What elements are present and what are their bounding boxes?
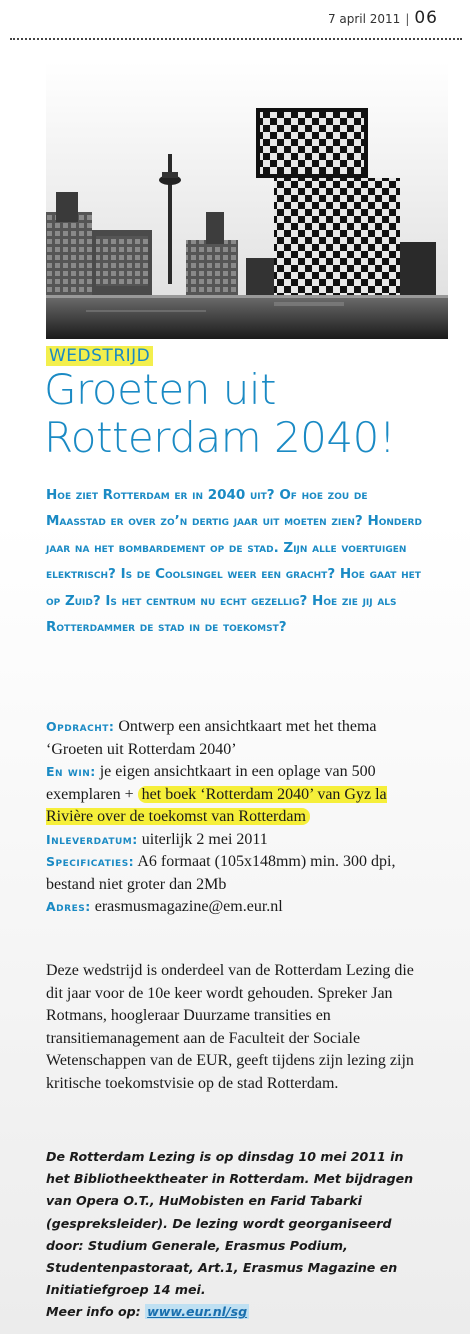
event-info — [46, 1146, 430, 1324]
adres-email[interactable]: erasmusmagazine@em.eur.nl — [94, 898, 283, 915]
title-line-1: Groeten uit — [44, 365, 276, 414]
opdracht-text: Ontwerp een ansichtkaart met het thema ‘Groeten uit Rotterdam 2040’ — [46, 718, 377, 758]
dotted-divider — [10, 38, 462, 40]
specificaties-label: Specificaties: — [46, 854, 135, 869]
inleverdatum-text: uiterlijk 2 mei 2011 — [141, 830, 268, 848]
adres-label: Adres: — [46, 899, 91, 914]
section-kicker: WEDSTRIJD — [46, 346, 153, 366]
contest-details — [46, 716, 426, 919]
rotterdam-skyline-photo — [46, 62, 448, 339]
header-separator: | — [405, 12, 410, 26]
prize-highlight: het boek ‘Rotterdam 2040’ van Gyz la Rivière over de toekomst van Rotterdam — [46, 785, 387, 825]
specificaties-text: A6 formaat (105x148mm) min. 300 dpi, bestand niet groter dan 2Mb — [46, 853, 396, 893]
inleverdatum-label: Inleverdatum: — [46, 831, 138, 847]
issue-date: 7 april 2011 — [327, 12, 401, 26]
title-line-2: Rotterdam 2040! — [44, 413, 396, 462]
article-title — [44, 366, 464, 462]
opdracht-label: Opdracht: — [46, 719, 115, 734]
article-intro: Hoe ziet Rotterdam er in 2040 uit? Of hoe zou de Maasstad er over zo’n dertig jaar uit moeten zien? Honderd jaar na het bombardement op de stad. Zijn alle voertuigen elektrisch? Is de Coolsingel weer een gracht? Hoe gaat het op Zuid? Is het centrum nu echt gezellig? Hoe zie jij als Rotterdammer de stad in de toekomst? — [46, 487, 422, 636]
page-header — [328, 8, 438, 28]
article-body: Deze wedstrijd is onderdeel van de Rotterdam Lezing die dit jaar voor de 10e keer wordt gehouden. Spreker Jan Rotmans, hoogleraar Duurzame transities en transitiemanagement aan de Faculteit der Sociale Wetenschappen van de EUR, geeft tijdens zijn lezing zijn kritische toekomstvisie op de stad Rotterdam. — [46, 962, 414, 1092]
page-number: 06 — [414, 8, 438, 28]
event-info-text: De Rotterdam Lezing is op dinsdag 10 mei 2011 in het Bibliotheektheater in Rotterdam. Met bijdragen van Opera O.T., HuMobisten en Farid Tabarki (gespreksleider). De lezing wordt georganiseerd door: Studium Generale, Erasmus Podium, Studentenpastoraat, Art.1, Erasmus Magazine en Initiatiefgroep 14 mei. — [46, 1149, 414, 1298]
enwin-label: En win: — [46, 764, 96, 779]
more-info-label: Meer info op: — [46, 1304, 141, 1320]
enwin-text: je eigen ansichtkaart in een oplage van 500 exemplaren + — [46, 763, 376, 803]
more-info-link[interactable]: www.eur.nl/sg — [147, 1304, 248, 1320]
